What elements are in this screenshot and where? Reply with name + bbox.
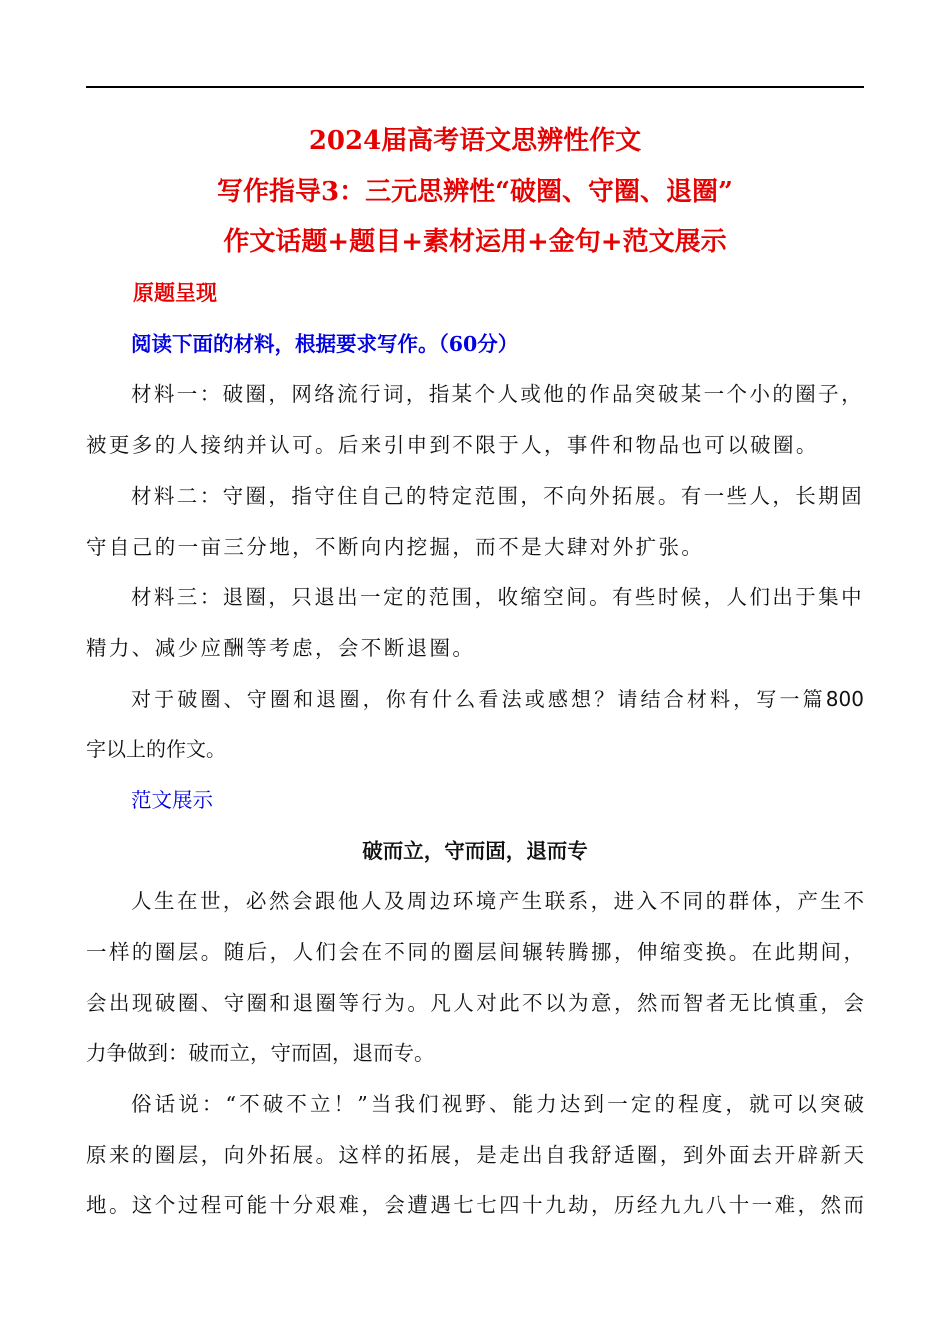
section-heading-essay: 范文展示 bbox=[131, 787, 213, 812]
instruction: 阅读下面的材料，根据要求写作。（60分） bbox=[131, 331, 519, 356]
essay-p1-line-2: 一样的圈层。随后，人们会在不同的圈层间辗转腾挪，伸缩变换。在此期间， bbox=[86, 940, 864, 964]
essay-p2-line-2: 原来的圈层，向外拓展。这样的拓展，是走出自我舒适圈，到外面去开辟新天 bbox=[86, 1142, 864, 1167]
header-rule bbox=[86, 86, 864, 88]
doc-title-line-1: 2024届高考语文思辨性作文 bbox=[308, 126, 642, 156]
doc-title-line-3: 作文话题+题目+素材运用+金句+范文展示 bbox=[223, 227, 727, 258]
prompt-line-2: 字以上的作文。 bbox=[86, 737, 226, 762]
material-3-line-2: 精力、减少应酬等考虑，会不断退圈。 bbox=[86, 635, 476, 660]
material-3-line-1: 材料三：退圈，只退出一定的范围，收缩空间。有些时候，人们出于集中 bbox=[131, 585, 864, 610]
section-heading-original: 原题呈现 bbox=[133, 280, 217, 306]
essay-p2-line-1: 俗话说：“不破不立！”当我们视野、能力达到一定的程度，就可以突破 bbox=[131, 1092, 864, 1117]
document-body bbox=[86, 116, 864, 1231]
essay-p1-line-1: 人生在世，必然会跟他人及周边环境产生联系，进入不同的群体，产生不 bbox=[131, 889, 864, 914]
material-1-line-1: 材料一：破圈，网络流行词，指某个人或他的作品突破某一个小的圈子， bbox=[131, 382, 864, 407]
essay-p2-line-3: 地。这个过程可能十分艰难，会遭遇七七四十九劫，历经九九八十一难，然而 bbox=[86, 1193, 864, 1218]
essay-p1-line-3: 会出现破圈、守圈和退圈等行为。凡人对此不以为意，然而智者无比慎重，会 bbox=[86, 990, 864, 1015]
material-1-line-2: 被更多的人接纳并认可。后来引申到不限于人，事件和物品也可以破圈。 bbox=[86, 433, 819, 458]
material-2-line-2: 守自己的一亩三分地，不断向内挖掘，而不是大肆对外扩张。 bbox=[86, 534, 705, 559]
material-2-line-1: 材料二：守圈，指守住自己的特定范围，不向外拓展。有一些人，长期固 bbox=[131, 483, 864, 508]
doc-title-line-2: 写作指导3：三元思辨性“破圈、守圈、退圈” bbox=[216, 176, 733, 207]
essay-p1-line-4: 力争做到：破而立，守而固，退而专。 bbox=[86, 1041, 435, 1066]
prompt-line-1: 对于破圈、守圈和退圈，你有什么看法或感想？请结合材料，写一篇800 bbox=[131, 686, 864, 711]
essay-title: 破而立，守而固，退而专 bbox=[362, 838, 588, 863]
